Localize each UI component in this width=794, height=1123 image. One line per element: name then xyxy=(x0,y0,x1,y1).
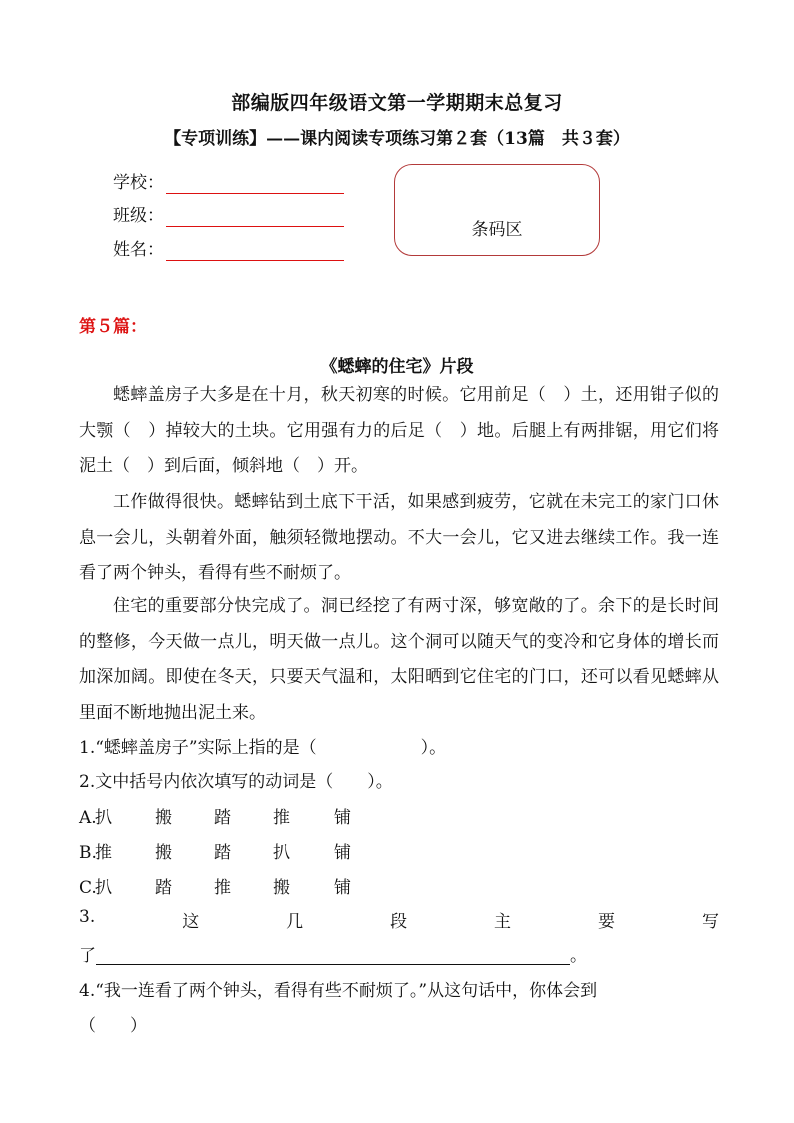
option-word: 铺 xyxy=(334,878,351,898)
passage-paragraph-1: 蟋蟀盖房子大多是在十月，秋天初寒的时候。它用前足（ ）土，还用钳子似的大颚（ ）掉较大的土块。它用强有力的后足（ ）地。后腿上有两排锯，用它们将泥土（ ）到后面，倾斜地（ ）开。 xyxy=(79,385,719,476)
question-1-text: 1.“蟋蟀盖房子”实际上指的是（ xyxy=(79,738,317,758)
school-field xyxy=(113,168,344,194)
option-label: C. xyxy=(79,878,97,898)
option-word: 铺 xyxy=(334,808,351,828)
option-word: 踏 xyxy=(214,843,231,863)
option-word: 踏 xyxy=(214,808,231,828)
question-3-word: 这 xyxy=(182,912,200,932)
question-1-end: ）。 xyxy=(420,738,447,758)
option-b[interactable] xyxy=(79,838,351,863)
question-3-answer-line[interactable] xyxy=(96,964,570,965)
question-3-word: 写 xyxy=(701,912,719,932)
option-label: A. xyxy=(79,808,97,828)
school-input-line[interactable] xyxy=(166,193,344,194)
class-field xyxy=(113,201,344,227)
question-4-line-1: 4.“我一连看了两个钟头，看得有些不耐烦了。”从这句话中，你体会到 xyxy=(79,981,598,1001)
barcode-area xyxy=(394,164,600,256)
option-word: 搬 xyxy=(273,878,290,898)
name-label: 姓名： xyxy=(113,240,164,260)
question-3-word: 3. xyxy=(79,907,96,927)
class-label: 班级： xyxy=(113,206,164,226)
question-3-line-1 xyxy=(79,907,719,932)
option-word: 推 xyxy=(273,808,290,828)
passage-paragraph-3: 住宅的重要部分快完成了。洞已经挖了有两寸深，够宽敞的了。余下的是长时间的整修，今天做一点儿，明天做一点儿。这个洞可以随天气的变冷和它身体的增长而加深加阔。即使在冬天，只要天气温和，太阳晒到它住宅的门口，还可以看见蟋蟀从里面不断地抛出泥土来。 xyxy=(79,596,719,723)
option-word: 推 xyxy=(95,843,112,863)
passage-paragraph-2: 工作做得很快。蟋蟀钻到土底下干活，如果感到疲劳，它就在未完工的家门口休息一会儿，头朝着外面，触须轻微地摆动。不大一会儿，它又进去继续工作。我一连看了两个钟头，看得有些不耐烦了。 xyxy=(79,492,719,583)
name-field xyxy=(113,235,344,261)
question-3-word: 段 xyxy=(390,912,408,932)
option-word: 踏 xyxy=(155,878,172,898)
question-1 xyxy=(79,733,446,758)
question-3-word: 主 xyxy=(494,912,512,932)
option-a[interactable] xyxy=(79,803,351,828)
option-label: B. xyxy=(79,843,97,863)
barcode-label: 条码区 xyxy=(471,220,523,240)
option-word: 扒 xyxy=(273,843,290,863)
question-2: 2.文中括号内依次填写的动词是（ ）。 xyxy=(79,772,393,792)
option-word: 搬 xyxy=(155,808,172,828)
option-word: 铺 xyxy=(334,843,351,863)
option-word: 扒 xyxy=(95,808,112,828)
class-input-line[interactable] xyxy=(166,226,344,227)
option-word: 扒 xyxy=(95,878,112,898)
question-3-word: 要 xyxy=(598,912,615,932)
question-3-end: 。 xyxy=(570,946,587,966)
question-3-lead: 了 xyxy=(79,946,96,966)
option-word: 搬 xyxy=(155,843,172,863)
school-label: 学校： xyxy=(113,173,164,193)
option-c[interactable] xyxy=(79,873,351,898)
question-3-word: 几 xyxy=(286,912,304,932)
question-4-answer-blank[interactable]: （ ） xyxy=(79,1016,147,1036)
name-input-line[interactable] xyxy=(166,260,344,261)
passage-title: 《蟋蟀的住宅》片段 xyxy=(320,357,474,377)
page-title: 部编版四年级语文第一学期期末总复习 xyxy=(231,92,563,114)
section-heading: 第５篇： xyxy=(79,317,147,337)
page-subtitle: 【专项训练】——课内阅读专项练习第２套（13篇 共３套） xyxy=(164,129,630,149)
option-word: 推 xyxy=(214,878,231,898)
question-3-line-2 xyxy=(79,941,587,966)
